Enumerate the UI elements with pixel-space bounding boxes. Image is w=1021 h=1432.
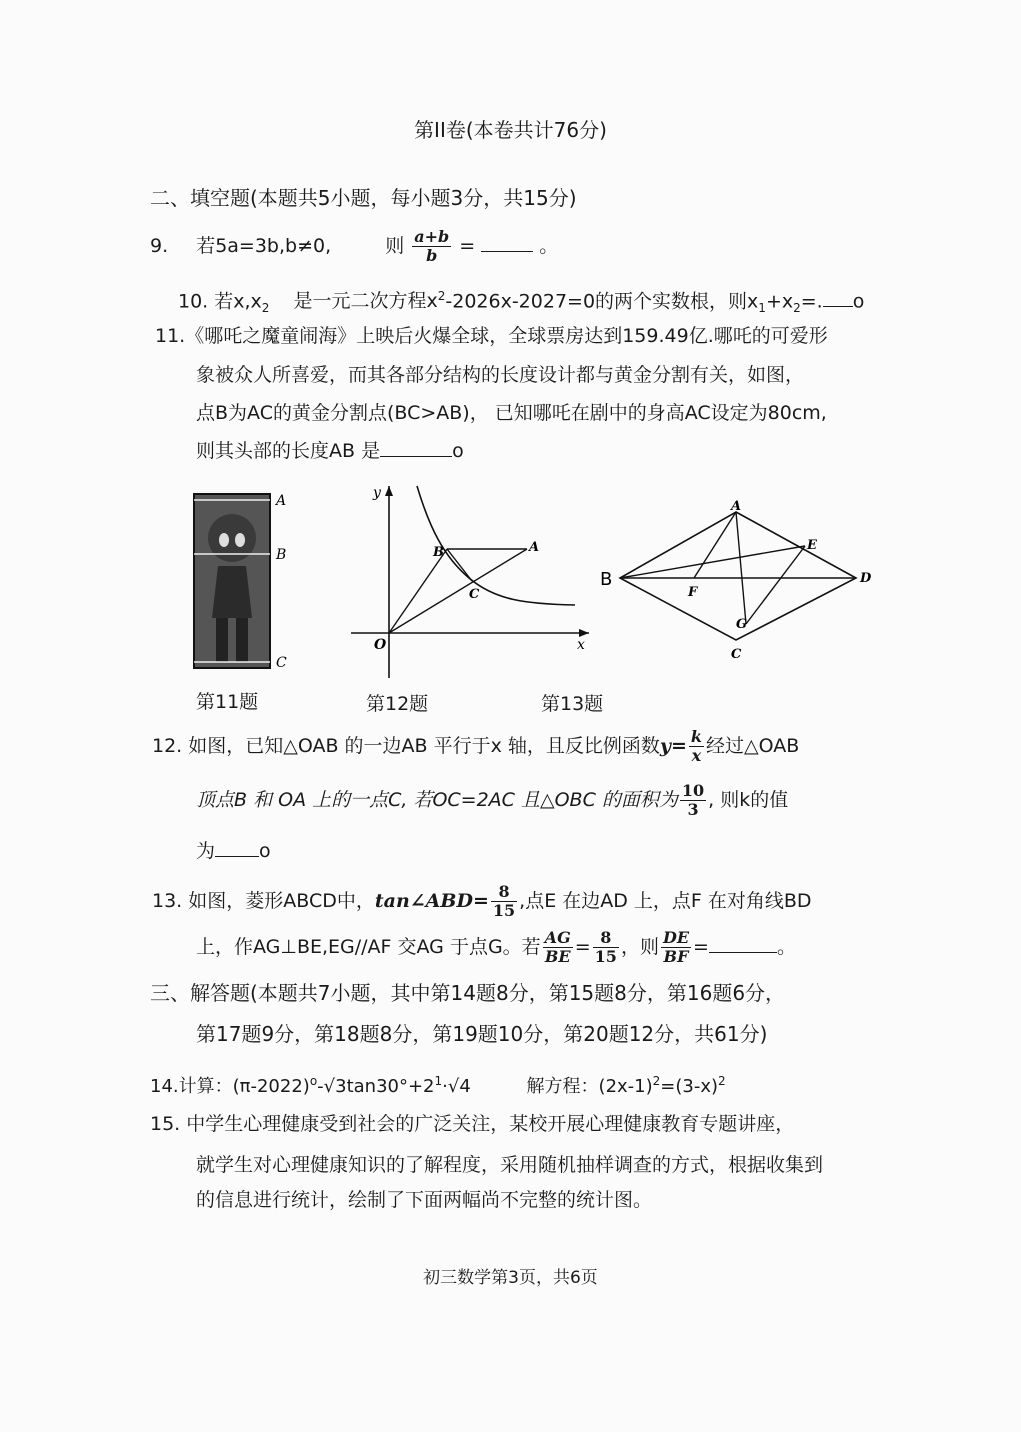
fig13-label-c: C	[731, 647, 742, 662]
caption-figure-13: 第13题	[541, 693, 604, 715]
q9-answer-blank	[481, 231, 533, 252]
q13-r3-num: DE	[662, 928, 690, 947]
q12-func-num: k	[690, 727, 702, 746]
q13-end: 。	[776, 936, 796, 958]
page-footer: 初三数学第3页，共6页	[423, 1268, 598, 1288]
figure-13-rhombus	[598, 498, 882, 664]
caption-figure-11: 第11题	[196, 691, 259, 713]
q15-line-2: 就学生对心理健康知识的了解程度，采用随机抽样调查的方式，根据收集到	[196, 1154, 824, 1176]
q11-answer-blank	[380, 436, 452, 457]
fig13-label-a: A	[731, 499, 742, 514]
nezha-eye-left	[219, 533, 229, 547]
q13-text-c: 上，作AG⊥BE,EG//AF 交AG 于点G。若	[196, 936, 541, 958]
caption-figure-12: 第12题	[366, 693, 429, 715]
q9-frac-den: b	[426, 246, 438, 265]
q13-text-d: ，则	[620, 936, 659, 958]
q9-end: 。	[539, 235, 559, 257]
q12-func-eq: =	[670, 735, 687, 757]
q13-r3-den: BF	[663, 947, 689, 966]
nezha-head	[208, 514, 256, 562]
q10-text-d: +x	[765, 290, 794, 313]
q11-line-2: 象被众人所喜爱，而其各部分结构的长度设计都与黄金分割有关，如图，	[196, 364, 805, 386]
q13-r2-num: 8	[593, 929, 619, 948]
nezha-body	[212, 566, 252, 618]
fig13-label-d: D	[860, 571, 872, 586]
fig12-label-x: x	[577, 637, 585, 653]
q15-line-1: 15. 中学生心理健康受到社会的广泛关注，某校开展心理健康教育专题讲座，	[150, 1113, 795, 1135]
q14-sup-0: o	[309, 1074, 318, 1088]
q12-func-frac	[689, 728, 704, 765]
q11-line-4	[196, 436, 464, 465]
section3-line-1: 三、解答题(本题共7小题，其中第14题8分，第15题8分，第16题6分，	[150, 981, 786, 1005]
fig11-label-c: C	[276, 655, 287, 671]
q15-line-3: 的信息进行统计，绘制了下面两幅尚不完整的统计图。	[196, 1189, 653, 1211]
q12-func-y: y	[659, 735, 671, 757]
q13-tan-frac	[491, 883, 517, 920]
segment-ob	[389, 549, 447, 633]
fig12-label-c: C	[469, 587, 480, 602]
nezha-leg-left	[216, 618, 228, 662]
q12-line-2	[196, 776, 788, 824]
q13-text-a: 13. 如图，菱形ABCD中，	[152, 890, 375, 912]
q13-answer-blank	[709, 932, 777, 953]
question-10	[178, 282, 864, 322]
segment-bc	[447, 549, 472, 581]
fig13-label-f: F	[688, 585, 698, 600]
x-axis-arrow	[579, 629, 589, 637]
fig11-label-b: B	[276, 547, 287, 563]
q10-end: o	[852, 290, 865, 313]
q13-ratio-2	[593, 929, 619, 966]
q14-sup-1: 1	[434, 1074, 443, 1088]
nezha-leg-right	[236, 618, 248, 662]
q9-frac-num: a+b	[414, 227, 450, 246]
q13-r3-eq: =	[693, 936, 709, 958]
figure-11-nezha	[188, 488, 298, 674]
q12-area-frac	[680, 782, 706, 819]
q9-fraction	[412, 228, 451, 265]
q12-line-1	[152, 722, 799, 770]
q13-r1-num: AG	[544, 928, 571, 947]
q11-end: o	[452, 440, 464, 462]
q10-text-a: 10. 若x,x	[178, 290, 262, 313]
q9-equals: =	[459, 235, 476, 257]
q12-area-num: 10	[681, 781, 705, 800]
q12-func-den: x	[691, 746, 702, 765]
q10-text-b: 是一元二次方程x	[293, 290, 438, 313]
q10-answer-blank	[823, 286, 853, 307]
q13-line-1	[152, 876, 812, 926]
q14-text-d: =(3-x)	[660, 1076, 719, 1097]
fig13-label-g: G	[736, 617, 748, 632]
q10-text-c: -2026x-2027=0的两个实数根，则x	[445, 290, 759, 313]
q13-tan-den: 15	[492, 901, 516, 920]
q13-ratio-3	[661, 929, 691, 966]
q11-line-1: 11.《哪吒之魔童闹海》上映后火爆全球，全球票房达到159.49亿.哪吒的可爱形	[155, 325, 828, 347]
fig12-label-a: A	[529, 540, 540, 555]
q14-solve: 解方程：(2x-1)	[526, 1076, 653, 1097]
fig11-label-a: A	[276, 493, 287, 509]
q12-text-b: 经过△OAB	[705, 735, 800, 757]
fig13-label-b: B	[600, 569, 613, 590]
q14-sup-2b: 2	[718, 1074, 726, 1088]
q13-tan: tan∠ABD	[374, 890, 473, 912]
fill-in-section-heading: 二、填空题(本题共5小题，每小题3分，共15分)	[150, 186, 577, 210]
q14-sup-2a: 2	[652, 1074, 661, 1088]
q13-line-2	[196, 922, 796, 972]
q13-tan-num: 8	[491, 883, 517, 902]
fig12-label-y: y	[373, 485, 381, 501]
q11-line-3: 点B为AC的黄金分割点(BC>AB)， 已知哪吒在剧中的身高AC设定为80cm,	[196, 402, 827, 424]
q9-condition: 若5a=3b,b≠0,	[196, 235, 332, 257]
q10-sub-b: 2	[793, 301, 801, 316]
nezha-eye-right	[235, 533, 245, 547]
q10-sub-a: 1	[758, 301, 766, 316]
q10-sub: 2	[261, 301, 270, 316]
q14-text-c: ·√4	[442, 1076, 471, 1097]
q14-text-b: -√3tan30°+2	[317, 1076, 435, 1097]
fig12-label-o: O	[374, 637, 387, 653]
fig12-label-b: B	[433, 545, 444, 560]
q9-ask: 则	[385, 235, 405, 257]
question-9	[150, 224, 558, 268]
q10-text-e: =.	[800, 290, 823, 313]
segment-af	[694, 512, 736, 578]
q9-number: 9.	[150, 235, 169, 257]
y-axis-arrow	[385, 486, 393, 496]
segment-eg	[746, 546, 805, 624]
q13-ratio-1	[543, 929, 573, 966]
figure-12-graph	[345, 478, 595, 684]
q13-text-b: ,点E 在边AD 上，点F 在对角线BD	[519, 890, 812, 912]
q12-text-d: , 则k的值	[708, 789, 789, 811]
q12-text-a: 12. 如图，已知△OAB 的一边AB 平行于x 轴，且反比例函数	[152, 735, 660, 757]
q12-line-3	[196, 836, 271, 865]
q12-answer-blank	[215, 836, 259, 857]
q12-text-c: 顶点B 和 OA 上的一点C, 若OC=2AC 且△OBC 的面积为	[196, 789, 678, 811]
q14-text-a: 14.计算：(π-2022)	[150, 1076, 310, 1097]
q13-r1-den: BE	[544, 947, 571, 966]
question-14	[150, 1067, 726, 1101]
q13-r1-eq: =	[574, 936, 591, 958]
section3-line-2: 第17题9分，第18题8分，第19题10分，第20题12分，共61分)	[196, 1022, 768, 1046]
q12-end: o	[259, 840, 271, 862]
q12-text-e: 为	[196, 840, 216, 862]
q13-r2-den: 15	[594, 947, 617, 966]
q13-tan-eq: =	[472, 890, 489, 912]
section-title: 第II卷(本卷共计76分)	[414, 118, 607, 142]
q10-sup: 2	[437, 289, 446, 303]
segment-ag	[736, 512, 746, 624]
q11-text: 则其头部的长度AB 是	[196, 440, 381, 462]
fig13-label-e: E	[807, 538, 817, 553]
segment-oa	[389, 549, 527, 633]
q12-area-den: 3	[687, 800, 699, 819]
